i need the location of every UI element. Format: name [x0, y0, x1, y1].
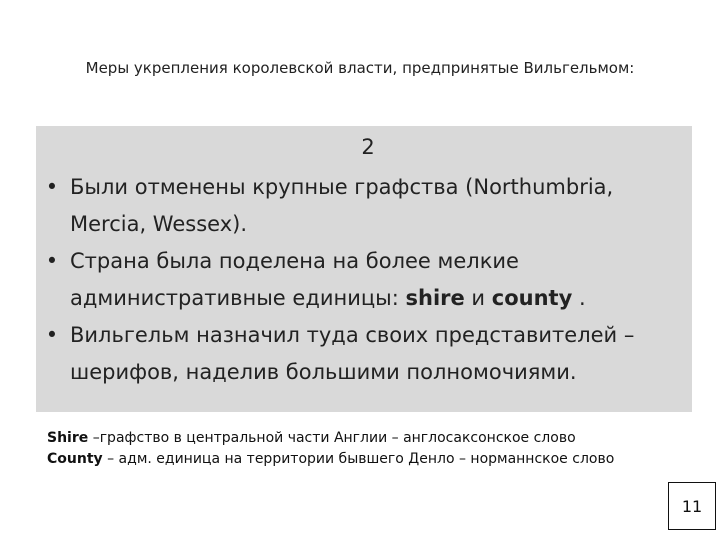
bullet-item-2	[36, 243, 692, 317]
bullet-dot-icon: •	[45, 249, 59, 273]
page-number: 11	[668, 482, 716, 530]
bullet-item-1	[36, 169, 692, 243]
slide-title: Меры укрепления королевской власти, предпринятые Вильгельмом:	[85, 59, 635, 77]
box-number: 2	[361, 135, 375, 159]
footnote-term-county: County	[47, 451, 103, 467]
bullet-text-1: Были отменены крупные графства (Northumbria, Mercia, Wessex).	[70, 175, 614, 236]
footnote-text-county: – адм. единица на территории бывшего Денло – норманнское слово	[102, 451, 615, 467]
bullet-dot-icon: •	[45, 323, 59, 347]
footnote-text-shire: –графство в центральной части Англии – англосаксонское слово	[88, 430, 576, 446]
bullet-item-3	[36, 317, 692, 391]
term-shire: shire	[405, 286, 465, 310]
footnote-county	[47, 449, 687, 470]
bullet-dot-icon: •	[45, 175, 59, 199]
bullet-text-2	[70, 243, 674, 317]
bullet-list	[36, 169, 692, 391]
footnote-term-shire: Shire	[47, 430, 89, 446]
bullet-text-2-prefix: Страна была поделена на более мелкие административные единицы:	[70, 249, 519, 310]
term-county: county	[491, 286, 573, 310]
content-box	[36, 126, 692, 412]
footnotes	[47, 428, 687, 470]
footnote-shire	[47, 428, 687, 449]
bullet-text-3: Вильгельм назначил туда своих представителей – шерифов, наделив большими полномочиями.	[70, 323, 635, 384]
bullet-text-2-mid: и	[464, 286, 492, 310]
bullet-text-2-suffix: .	[572, 286, 586, 310]
